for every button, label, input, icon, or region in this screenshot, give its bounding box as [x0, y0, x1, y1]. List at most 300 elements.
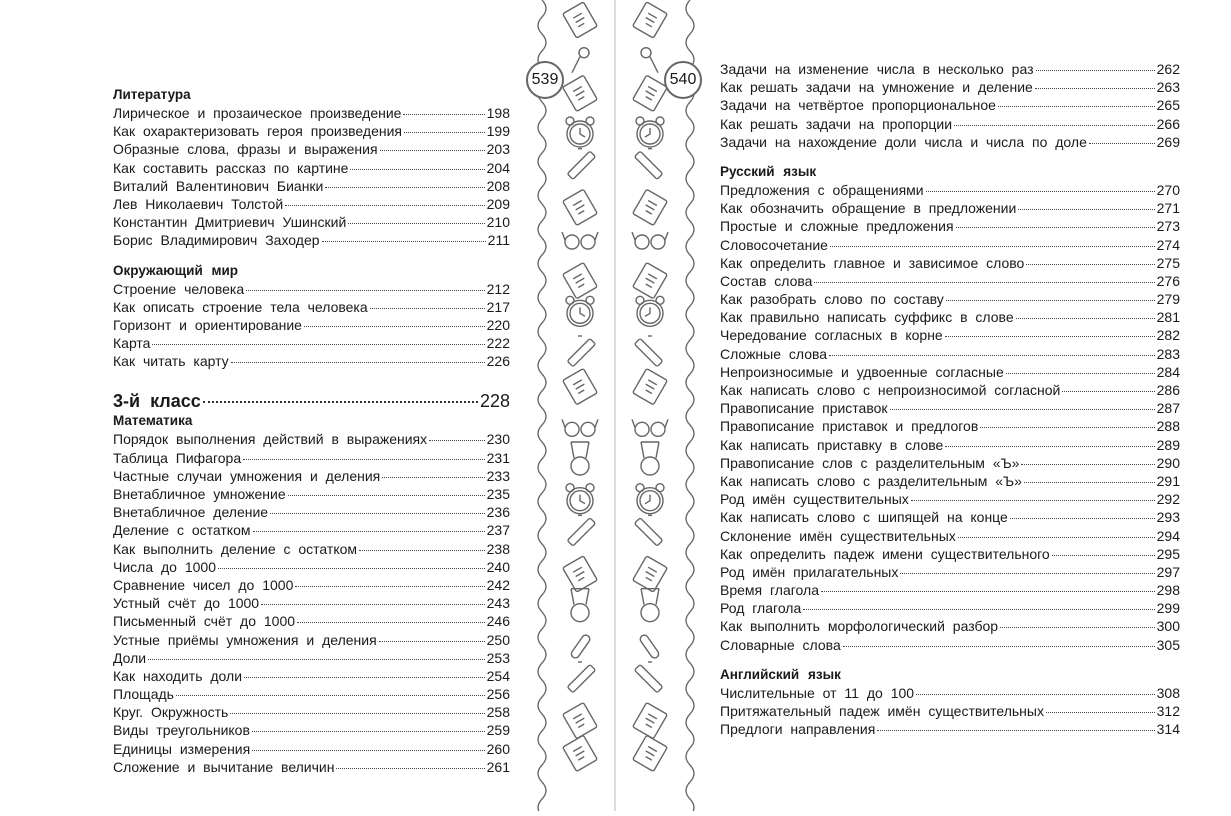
spacer: [720, 654, 1180, 666]
page-number: 271: [1156, 200, 1180, 217]
dot-leader: [830, 246, 1155, 247]
page-number: 295: [1156, 545, 1180, 562]
toc-entry[interactable]: [720, 290, 1180, 308]
page-number: 217: [486, 298, 510, 315]
entry-title: Лирическое и прозаическое произведение: [113, 105, 402, 121]
dot-leader: [231, 362, 485, 363]
toc-entry[interactable]: [113, 485, 510, 503]
page-number: 242: [486, 576, 510, 593]
toc-entry[interactable]: [720, 417, 1180, 435]
dot-leader: [379, 641, 485, 642]
toc-entry[interactable]: [113, 540, 510, 558]
entry-title: Как решать задачи на пропорции: [720, 115, 953, 132]
entry-title: Устный счёт до 1000: [113, 595, 260, 612]
toc-entry[interactable]: [720, 545, 1180, 563]
toc-entry[interactable]: [113, 740, 510, 758]
toc-entry[interactable]: [720, 60, 1180, 78]
page-number: 222: [486, 335, 510, 352]
dot-leader: [403, 114, 484, 115]
page-number: 298: [1156, 582, 1180, 599]
document-icon: [633, 735, 668, 771]
dot-leader: [304, 326, 485, 327]
dot-leader: [803, 609, 1154, 610]
entry-title: Задачи на четвёртое пропорциональное: [720, 97, 996, 114]
toc-entry[interactable]: [113, 104, 510, 122]
page-number: 262: [1156, 61, 1180, 77]
pen-icon: [634, 149, 662, 180]
dot-leader: [152, 344, 484, 345]
dot-leader: [1046, 712, 1155, 713]
toc-entry[interactable]: [113, 352, 510, 370]
dot-leader: [900, 573, 1154, 574]
pen-icon: [634, 515, 662, 546]
alarm-clock-icon: [636, 296, 664, 326]
dot-leader: [916, 694, 1155, 695]
entry-title: Горизонт и ориентирование: [113, 316, 302, 333]
dot-leader: [404, 132, 485, 133]
toc-entry[interactable]: [720, 78, 1180, 96]
toc-entry[interactable]: [720, 326, 1180, 344]
toc-entry[interactable]: [720, 254, 1180, 272]
toc-entry[interactable]: [720, 454, 1180, 472]
toc-entry[interactable]: [113, 298, 510, 316]
page-number: 235: [486, 486, 510, 502]
dot-leader: [945, 446, 1154, 447]
toc-right-page: [720, 60, 1180, 738]
toc-entry[interactable]: [113, 721, 510, 739]
page-number: 263: [1156, 79, 1180, 96]
medal-icon: [571, 442, 589, 475]
entry-title: Единицы измерения: [113, 740, 251, 757]
dot-leader: [956, 227, 1155, 228]
entry-title: Словосочетание: [720, 236, 828, 253]
entry-title: Род глагола: [720, 600, 802, 617]
toc-entry[interactable]: [113, 594, 510, 612]
entry-title: Состав слова: [720, 272, 813, 289]
entry-title: Площадь: [113, 686, 174, 703]
page-number: 299: [1156, 600, 1180, 617]
page-number: 286: [1156, 382, 1180, 398]
entry-title: Правописание приставок и предлогов: [720, 418, 979, 435]
page-number: 275: [1156, 254, 1180, 271]
eraser-icon: [633, 2, 668, 38]
entry-title: Правописание слов с разделительным «Ъ»: [720, 454, 1020, 471]
entry-title: Числительные от 11 до 100: [720, 684, 915, 701]
toc-entry[interactable]: [720, 720, 1180, 738]
entry-title: Как читать карту: [113, 353, 229, 370]
toc-entry[interactable]: [113, 430, 510, 448]
entry-title: Предлоги направления: [720, 721, 876, 738]
left-page-number: 539: [526, 61, 564, 99]
toc-entry[interactable]: [113, 558, 510, 576]
dot-leader: [945, 336, 1155, 337]
page-number: 283: [1156, 345, 1180, 362]
pencil-case-icon: [634, 336, 662, 367]
dot-leader: [958, 537, 1155, 538]
page-number: 273: [1156, 218, 1180, 235]
dot-leader: [243, 459, 485, 460]
toc-entry[interactable]: [113, 334, 510, 352]
dot-leader: [244, 677, 485, 678]
alarm-clock-icon: [636, 484, 664, 514]
page-number: 209: [486, 195, 510, 212]
toc-entry[interactable]: [720, 345, 1180, 363]
right-page-number: 540: [664, 61, 702, 99]
entry-title: Лев Николаевич Толстой: [113, 195, 284, 212]
glasses-icon: [632, 419, 668, 436]
toc-entry[interactable]: [113, 576, 510, 594]
entry-title: Деление с остатком: [113, 522, 251, 539]
dot-leader: [252, 750, 484, 751]
dot-leader: [1021, 464, 1154, 465]
dot-leader: [1018, 209, 1154, 210]
toc-entry[interactable]: [720, 599, 1180, 617]
dot-leader: [380, 150, 485, 151]
toc-entry[interactable]: [720, 508, 1180, 526]
toc-entry[interactable]: [113, 649, 510, 667]
toc-entry[interactable]: [113, 631, 510, 649]
toc-entry[interactable]: [113, 467, 510, 485]
dot-leader: [176, 695, 485, 696]
dot-leader: [253, 531, 485, 532]
toc-entry[interactable]: [113, 122, 510, 140]
page-number: 265: [1156, 97, 1180, 114]
page-number: 243: [486, 595, 510, 612]
page-number: 230: [486, 431, 510, 448]
entry-title: Порядок выполнения действий в выражениях: [113, 431, 428, 448]
entry-title: Задачи на изменение числа в несколько раз: [720, 61, 1034, 77]
document-icon: [633, 189, 668, 225]
toc-entry[interactable]: [113, 449, 510, 467]
pencil-case-icon: [567, 662, 595, 693]
page-number: 308: [1156, 684, 1180, 701]
notebook-icon: [563, 703, 598, 739]
toc-entry[interactable]: [113, 280, 510, 298]
toc-entry[interactable]: [720, 399, 1180, 417]
dot-leader: [1036, 70, 1155, 71]
dot-leader: [218, 568, 485, 569]
entry-title: Числа до 1000: [113, 558, 216, 575]
dot-leader: [246, 290, 485, 291]
toc-entry[interactable]: [113, 316, 510, 334]
toc-entry[interactable]: [720, 617, 1180, 635]
spine-illustration: [520, 0, 710, 811]
notepad-icon: [563, 263, 598, 299]
entry-title: Карта: [113, 335, 151, 352]
dot-leader: [911, 500, 1155, 501]
dot-leader: [325, 187, 484, 188]
dot-leader: [954, 125, 1155, 126]
toc-entry[interactable]: [113, 758, 510, 776]
page-number: 288: [1156, 418, 1180, 435]
dot-leader: [297, 622, 485, 623]
page-number: 289: [1156, 436, 1180, 453]
dot-leader: [926, 191, 1155, 192]
page-number: 238: [486, 540, 510, 557]
page-number: 281: [1156, 309, 1180, 326]
entry-title: Доли: [113, 649, 147, 666]
toc-entry[interactable]: [720, 217, 1180, 235]
page-number: 291: [1156, 472, 1180, 489]
page-number: 270: [1156, 181, 1180, 198]
entry-title: Склонение имён существительных: [720, 527, 956, 544]
page-number: 256: [486, 686, 510, 703]
glasses-icon: [562, 419, 598, 436]
entry-title: Как написать слово с разделительным «Ъ»: [720, 472, 1022, 489]
page-number: 293: [1156, 509, 1180, 526]
toc-entry[interactable]: [113, 231, 510, 249]
medal-icon: [641, 442, 659, 475]
entry-title: Как составить рассказ по картине: [113, 159, 349, 176]
decorative-spine-strip: [520, 0, 710, 811]
entry-title: Как охарактеризовать героя произведения: [113, 123, 402, 140]
dot-leader: [1010, 518, 1155, 519]
entry-title: Виталий Валентинович Бианки: [113, 177, 324, 194]
entry-title: Как правильно написать суффикс в слове: [720, 309, 1014, 326]
dot-leader: [336, 768, 484, 769]
notepad-icon: [633, 263, 668, 299]
entry-title: Словарные слова: [720, 636, 841, 653]
entry-title: Виды треугольников: [113, 722, 250, 739]
toc-entry[interactable]: [720, 702, 1180, 720]
page-number: 246: [486, 613, 510, 630]
dot-leader: [946, 300, 1155, 301]
entry-title: Устные приёмы умножения и деления: [113, 631, 377, 648]
toc-entry[interactable]: [720, 272, 1180, 290]
dot-leader: [261, 604, 485, 605]
page-number: 305: [1156, 636, 1180, 653]
notebook-icon: [633, 75, 668, 111]
toc-entry[interactable]: [720, 490, 1180, 508]
dot-leader: [998, 106, 1155, 107]
dot-leader: [203, 401, 478, 403]
dot-leader: [1024, 482, 1155, 483]
entry-title: Константин Дмитриевич Ушинский: [113, 214, 347, 231]
toc-entry[interactable]: [720, 199, 1180, 217]
entry-title: Как решать задачи на умножение и деление: [720, 79, 1033, 96]
page-number: 300: [1156, 618, 1180, 635]
grade-heading[interactable]: [113, 390, 510, 412]
toc-entry[interactable]: [113, 667, 510, 685]
toc-entry[interactable]: [113, 195, 510, 213]
toc-entry[interactable]: [720, 581, 1180, 599]
section-heading: Литература: [113, 87, 191, 102]
section-heading: Окружающий мир: [113, 262, 239, 278]
entry-title: Таблица Пифагора: [113, 449, 242, 466]
entry-title: Как находить доли: [113, 667, 243, 684]
toc-entry[interactable]: [113, 140, 510, 158]
toc-entry[interactable]: [720, 684, 1180, 702]
dot-leader: [980, 427, 1154, 428]
toc-entry[interactable]: [720, 308, 1180, 326]
toc-entry[interactable]: [113, 177, 510, 195]
dot-leader: [829, 355, 1155, 356]
entry-title: Притяжательный падеж имён существительных: [720, 703, 1044, 719]
dot-leader: [252, 731, 485, 732]
entry-title: Сравнение чисел до 1000: [113, 576, 294, 593]
page-number: 290: [1156, 454, 1180, 471]
spacer: [113, 370, 510, 390]
page-number: 231: [486, 449, 510, 466]
entry-title: Непроизносимые и удвоенные согласные: [720, 363, 1004, 380]
page-number: 294: [1156, 527, 1180, 544]
toc-left-page: [113, 86, 510, 776]
section-heading: Английский язык: [720, 666, 841, 682]
entry-title: Письменный счёт до 1000: [113, 613, 296, 630]
page-number: 236: [486, 504, 510, 521]
dot-leader: [270, 513, 485, 514]
toc-entry[interactable]: [720, 96, 1180, 114]
entry-title: Предложения с обращениями: [720, 181, 924, 198]
toc-entry[interactable]: [720, 636, 1180, 654]
medal-icon: [571, 589, 589, 622]
toc-entry[interactable]: [720, 381, 1180, 399]
page-number: 261: [486, 758, 510, 775]
dot-leader: [1016, 318, 1155, 319]
glasses-icon: [632, 232, 668, 249]
page-number: 237: [486, 522, 510, 539]
page-number: 228: [479, 391, 510, 412]
dot-leader: [148, 659, 485, 660]
pencil-case-icon: [567, 336, 595, 367]
page-number: 220: [486, 316, 510, 333]
entry-title: Как написать слово с непроизносимой согласной: [720, 382, 1061, 398]
dot-leader: [350, 169, 484, 170]
entry-title: Сложные слова: [720, 345, 828, 362]
dot-leader: [322, 241, 486, 242]
page-number: 287: [1156, 400, 1180, 417]
entry-title: Род имён прилагательных: [720, 563, 899, 580]
dot-leader: [370, 308, 485, 309]
entry-title: Время глагола: [720, 582, 819, 599]
toc-entry[interactable]: [720, 563, 1180, 581]
toc-entry[interactable]: [720, 181, 1180, 199]
page-number: 253: [486, 649, 510, 666]
entry-title: Как выполнить морфологический разбор: [720, 618, 999, 635]
pushpin-icon: [641, 48, 658, 73]
entry-title: Правописание приставок: [720, 400, 888, 417]
page-number: 266: [1156, 115, 1180, 132]
entry-title: Внетабличное деление: [113, 504, 269, 521]
page-number: 212: [486, 280, 510, 297]
toc-entry[interactable]: [113, 685, 510, 703]
toc-entry[interactable]: [113, 503, 510, 521]
section-heading: Математика: [113, 413, 193, 429]
entry-title: Чередование согласных в корне: [720, 327, 943, 344]
entry-title: Как описать строение тела человека: [113, 298, 368, 315]
entry-title: Как разобрать слово по составу: [720, 291, 944, 308]
page-number: 199: [486, 123, 510, 140]
document-icon: [563, 189, 598, 225]
page-number: 254: [486, 667, 510, 684]
notebook-icon: [563, 556, 598, 592]
dot-leader: [429, 440, 485, 441]
alarm-clock-icon: [566, 117, 594, 147]
entry-title: Как написать слово с шипящей на конце: [720, 509, 1008, 526]
page-number: 211: [487, 232, 510, 249]
dot-leader: [1006, 373, 1155, 374]
page-number: 282: [1156, 327, 1180, 344]
dot-leader: [285, 205, 484, 206]
entry-title: Внетабличное умножение: [113, 486, 286, 502]
page-number: 240: [486, 558, 510, 575]
page-number: 259: [486, 722, 510, 739]
entry-title: 3-й класс: [113, 391, 201, 412]
toc-entry[interactable]: [720, 363, 1180, 381]
entry-title: Круг. Окружность: [113, 704, 229, 721]
page-number: 276: [1156, 272, 1180, 289]
eraser-icon: [563, 2, 598, 38]
toc-entry[interactable]: [113, 213, 510, 231]
section-heading: Русский язык: [720, 163, 817, 179]
paperclip-icon: [639, 634, 660, 660]
entry-title: Род имён существительных: [720, 491, 909, 508]
toc-entry[interactable]: [113, 159, 510, 177]
dot-leader: [1062, 391, 1154, 392]
page-number: 274: [1156, 236, 1180, 253]
dot-leader: [1052, 555, 1155, 556]
entry-title: Простые и сложные предложения: [720, 218, 954, 235]
toc-entry[interactable]: [720, 436, 1180, 454]
toc-entry[interactable]: [113, 521, 510, 539]
dot-leader: [295, 586, 484, 587]
page-number: 269: [1156, 133, 1180, 150]
entry-title: Строение человека: [113, 280, 245, 297]
page-number: 297: [1156, 563, 1180, 580]
toc-entry[interactable]: [720, 115, 1180, 133]
toc-entry[interactable]: [720, 527, 1180, 545]
dot-leader: [359, 550, 485, 551]
page-number: 284: [1156, 363, 1180, 380]
page-number: 204: [486, 159, 510, 176]
toc-entry[interactable]: [720, 236, 1180, 254]
entry-title: Сложение и вычитание величин: [113, 758, 335, 775]
dot-leader: [1089, 143, 1155, 144]
alarm-clock-icon: [636, 117, 664, 147]
glasses-icon: [562, 232, 598, 249]
dot-leader: [1035, 88, 1155, 89]
page-number: 260: [486, 740, 510, 757]
page-number: 233: [486, 467, 510, 484]
entry-title: Как выполнить деление с остатком: [113, 540, 358, 557]
toc-entry[interactable]: [113, 612, 510, 630]
notebook-icon: [633, 369, 668, 405]
page-number: 312: [1156, 703, 1180, 719]
notebook-icon: [633, 556, 668, 592]
spacer: [113, 250, 510, 262]
medal-icon: [641, 589, 659, 622]
entry-title: Как написать приставку в слове: [720, 436, 944, 453]
dot-leader: [348, 223, 484, 224]
toc-entry[interactable]: [720, 472, 1180, 490]
alarm-clock-icon: [566, 484, 594, 514]
dot-leader: [1000, 627, 1155, 628]
toc-entry[interactable]: [113, 703, 510, 721]
dot-leader: [877, 730, 1154, 731]
dot-leader: [843, 646, 1155, 647]
entry-title: Как определить главное и зависимое слово: [720, 254, 1025, 271]
dot-leader: [821, 591, 1155, 592]
entry-title: Задачи на нахождение доли числа и числа по доле: [720, 133, 1087, 150]
page-number: 314: [1156, 721, 1180, 738]
entry-title: Частные случаи умножения и деления: [113, 467, 381, 484]
document-icon: [563, 735, 598, 771]
entry-title: Образные слова, фразы и выражения: [113, 141, 378, 158]
spacer: [720, 151, 1180, 163]
page-number: 210: [486, 214, 510, 231]
toc-entry[interactable]: [720, 133, 1180, 151]
page-number: 203: [486, 141, 510, 158]
